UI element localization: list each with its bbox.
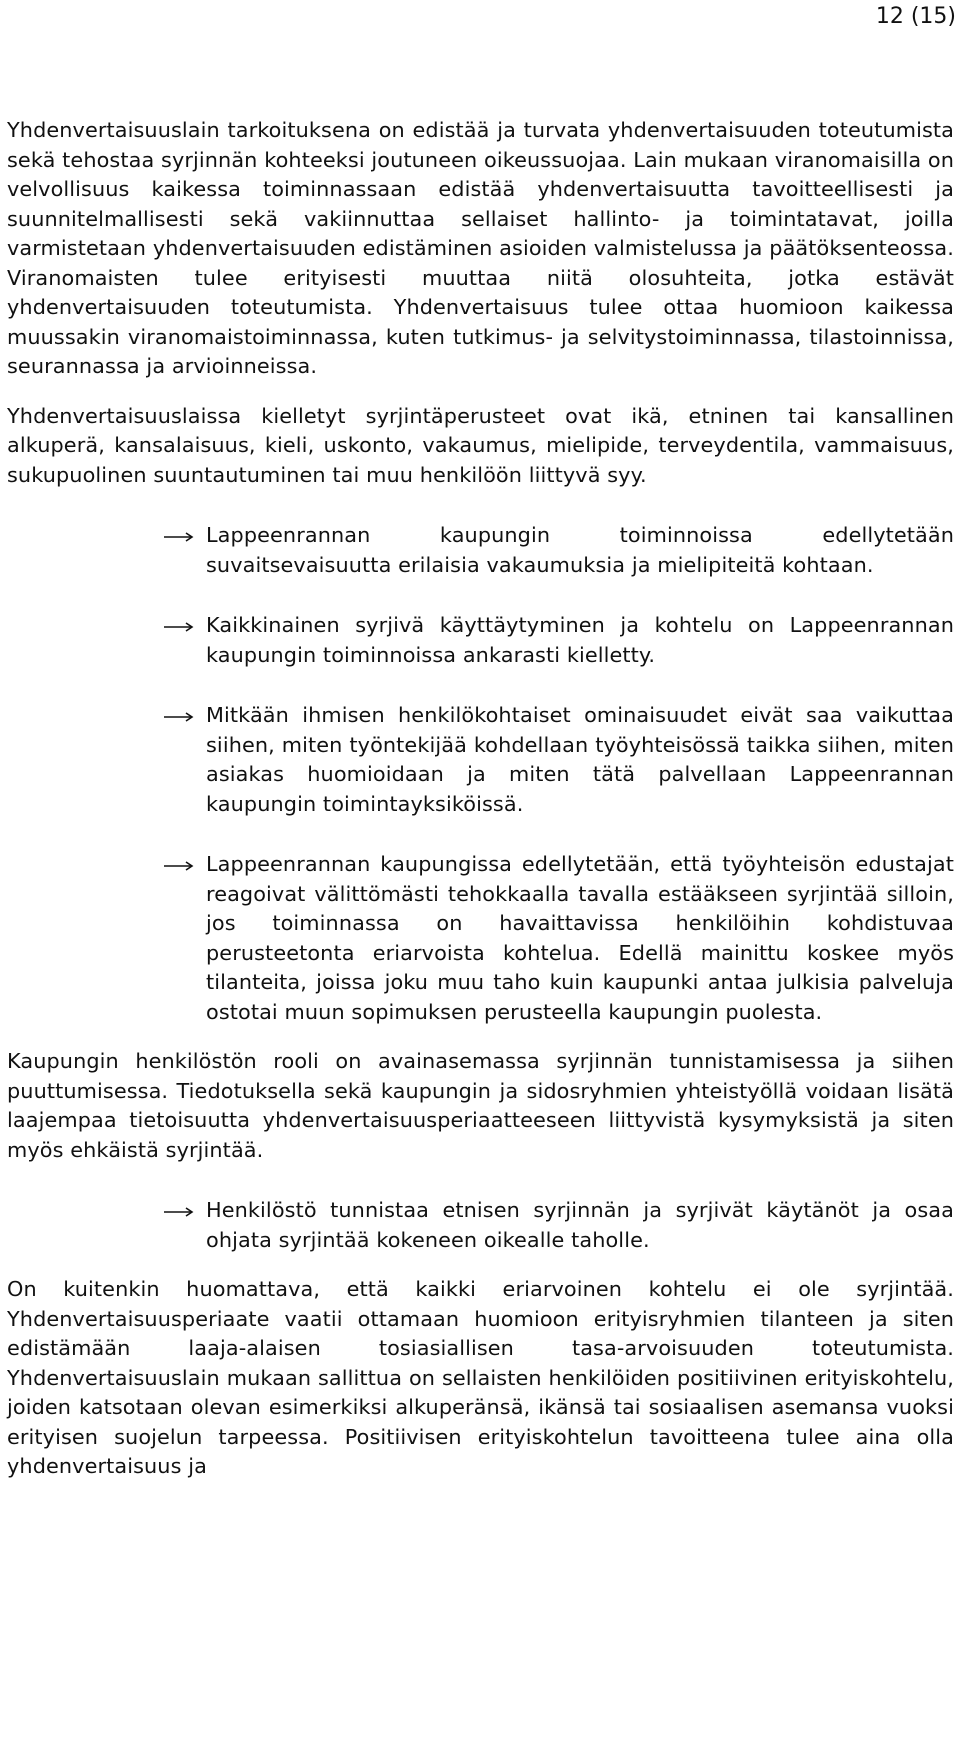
list-item	[7, 701, 954, 819]
right-arrow-icon	[164, 1196, 194, 1217]
list-item	[7, 611, 954, 670]
list-item	[7, 1196, 954, 1255]
paragraph-positive-treatment: On kuitenkin huomattava, että kaikki eriarvoinen kohtelu ei ole syrjintää. Yhdenvertaisuusperiaate vaatii ottamaan huomioon erityisryhmien tilanteen ja siten edistämään laaja-alaisen tosiasiallisen tasa-arvoisuuden toteutumista. Yhdenvertaisuuslain mukaan sallittua on sellaisten henkilöiden positiivinen erityiskohtelu, joiden katsotaan olevan esimerkiksi alkuperänsä, ikänsä tai sosiaalisen asemansa vuoksi erityisen suojelun tarpeessa. Positiivisen erityiskohtelun tavoitteena tulee aina olla yhdenvertaisuus ja	[7, 1277, 954, 1478]
paragraph-law-purpose: Yhdenvertaisuuslain tarkoituksena on edistää ja turvata yhdenvertaisuuden toteutumista sekä tehostaa syrjinnän kohteeksi joutuneen oikeussuojaa. Lain mukaan viranomaisilla on velvollisuus kaikessa toiminnassaan edistää yhdenvertaisuutta tavoitteellisesti ja suunnitelmallisesti sekä vakiinnuttaa sellaiset hallinto- ja toimintatavat, joilla varmistetaan yhdenvertaisuuden edistäminen asioiden valmistelussa ja päätöksenteossa. Viranomaisten tulee erityisesti muuttaa niitä olosuhteita, jotka estävät yhdenvertaisuuden toteutumista. Yhdenvertaisuus tulee ottaa huomioon kaikessa muussakin viranomaistoiminnassa, kuten tutkimus- ja selvitystoiminnassa, tilastoinnissa, seurannassa ja arvioinneissa.	[7, 118, 954, 378]
bullet-text: Kaikkinainen syrjivä käyttäytyminen ja kohtelu on Lappeenrannan kaupungin toiminnoissa ankarasti kielletty.	[206, 613, 954, 667]
list-item	[7, 521, 954, 580]
right-arrow-icon	[164, 521, 194, 542]
paragraph-staff-role: Kaupungin henkilöstön rooli on avainasemassa syrjinnän tunnistamisessa ja siihen puuttumisessa. Tiedotuksella sekä kaupungin ja sidosryhmien yhteistyöllä voidaan lisätä laajempaa tietoisuutta yhdenvertaisuusperiaatteeseen liittyvistä kysymyksistä ja siten myös ehkäistä syrjintää.	[7, 1049, 954, 1162]
paragraph-discrimination-grounds: Yhdenvertaisuuslaissa kielletyt syrjintäperusteet ovat ikä, etninen tai kansallinen alkuperä, kansalaisuus, kieli, uskonto, vakaumus, mielipide, terveydentila, vammaisuus, sukupuolinen suuntautuminen tai muu henkilöön liittyvä syy.	[7, 403, 954, 487]
bullet-text: Mitkään ihmisen henkilökohtaiset ominaisuudet eivät saa vaikuttaa siihen, miten työntekijää kohdellaan työyhteisössä taikka siihen, miten asiakas huomioidaan ja miten tätä palvellaan Lappeenrannan kaupungin toimintayksiköissä.	[206, 703, 954, 816]
right-arrow-icon	[164, 701, 194, 722]
list-item	[7, 850, 954, 1027]
right-arrow-icon	[164, 850, 194, 871]
right-arrow-icon	[164, 611, 194, 632]
page-number: 12 (15)	[875, 4, 956, 29]
bullet-text: Lappeenrannan kaupungin toiminnoissa edellytetään suvaitsevaisuutta erilaisia vakaumuksia ja mielipiteitä kohtaan.	[206, 523, 954, 577]
bullet-text: Lappeenrannan kaupungissa edellytetään, että työyhteisön edustajat reagoivat välittömästi tehokkaalla tavalla estääkseen syrjintää silloin, jos toiminnassa on havaittavissa henkilöihin kohdistuvaa perusteetonta eriarvoista kohtelua. Edellä mainittu koskee myös tilanteita, joissa joku muu taho kuin kaupunki antaa julkisia palveluja ostotai muun sopimuksen perusteella kaupungin puolesta.	[206, 852, 954, 1024]
bullet-text: Henkilöstö tunnistaa etnisen syrjinnän ja syrjivät käytänöt ja osaa ohjata syrjintää kokeneen oikealle taholle.	[206, 1198, 954, 1252]
document-body	[7, 116, 954, 1482]
